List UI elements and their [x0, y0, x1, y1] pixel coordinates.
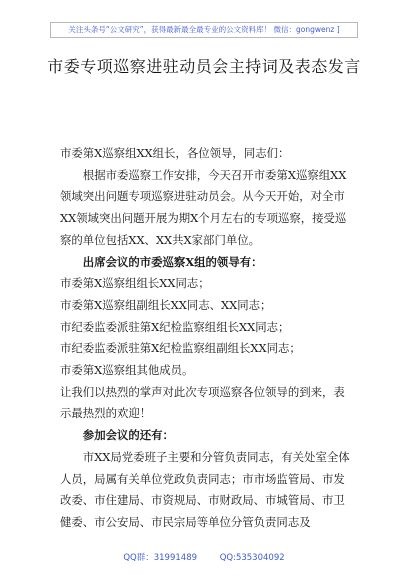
qq-text: QQ:535304092: [219, 553, 285, 563]
paragraph: 市纪委监委派驻第X纪检监察组组长XX同志；: [60, 319, 290, 334]
paragraph: 让我们以热烈的掌声对此次专项巡察各位领导的到来，表示最热烈的欢迎！: [60, 384, 345, 421]
contact-footer: [0, 551, 408, 563]
paragraph: 市XX局党委班子主要和分管负责同志，有关处室全体人员，局属有关单位党政负责同志；市市场监管局、市发改委、市住建局、市资规局、市财政局、市城管局、市卫健委、市公安局、市民宗局等单位分管负责同志及: [60, 449, 350, 529]
paragraph: 根据市委巡察工作安排，今天召开市委第X巡察组XX领域突出问题专项巡察进驻动员会。从今天开始，对全市XX领域突出问题开展为期X个月左右的专项巡察，接受巡察的单位包括XX、XX共X家部门单位。: [60, 167, 347, 247]
paragraph: 市委第X巡察组副组长XX同志、XX同志；: [60, 297, 272, 312]
section-heading: 出席会议的市委巡察X组的领导有：: [82, 254, 263, 269]
paragraph: 市委第X巡察组组长XX同志；: [60, 276, 210, 291]
section-heading: 参加会议的还有：: [82, 428, 174, 443]
document-body: [60, 143, 352, 534]
paragraph: 市委第X巡察组XX组长，各位领导，同志们：: [60, 146, 290, 160]
paragraph: 市委第X巡察组其他成员。: [60, 363, 194, 378]
document-title: 市委专项巡察进驻动员会主持词及表态发言: [47, 57, 361, 76]
qq-group-text: QQ群：31991489: [123, 553, 198, 563]
paragraph: 市纪委监委派驻第X纪检监察组副组长XX同志；: [60, 341, 301, 356]
promo-banner: 关注头条号“公文研究”，获得最新最全最专业的公文资料库！ 微信：gongwenz ]: [50, 22, 358, 38]
